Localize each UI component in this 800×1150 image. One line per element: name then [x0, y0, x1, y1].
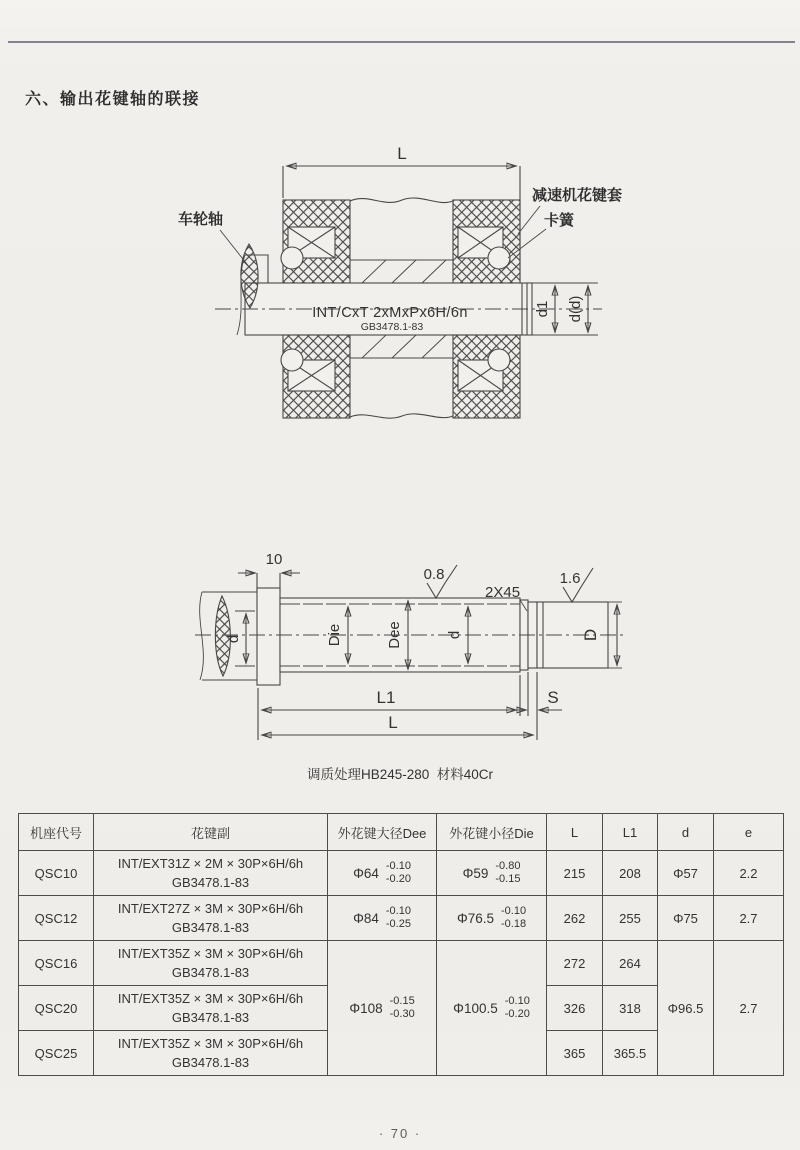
cell-dee — [328, 896, 437, 941]
dim-shaft-diameters — [532, 283, 598, 335]
die-dia: Φ100.5 — [453, 1000, 498, 1016]
dee-dia: Φ84 — [353, 910, 379, 926]
spec-table — [18, 813, 784, 1076]
die-tol-upper: -0.80 — [495, 859, 521, 872]
cell-e: 2.2 — [714, 851, 784, 896]
dee-tol-lower: -0.25 — [385, 918, 411, 930]
header-spline-pair: 花键副 — [94, 814, 328, 851]
cell-code: QSC20 — [19, 986, 94, 1031]
dim-dd-label: d(d) — [567, 295, 584, 323]
table-row — [19, 941, 784, 986]
cell-L1: 318 — [603, 986, 658, 1031]
cell-dee — [328, 851, 437, 896]
table-row — [19, 896, 784, 941]
dim-d1-label: d1 — [534, 300, 551, 318]
die-tol-lower: -0.15 — [495, 873, 521, 885]
circlip-section-right — [488, 247, 510, 269]
spline-standard: GB3478.1-83 — [171, 875, 250, 890]
die-tol-lower: -0.20 — [504, 1008, 530, 1020]
dim-D-label: D — [581, 628, 600, 642]
die-tol-lower: -0.18 — [500, 918, 527, 930]
cell-e-merged: 2.7 — [714, 941, 784, 1076]
spline-designation: INT/EXT35Z × 3M × 30P×6H/6h — [117, 991, 304, 1006]
spline-standard: GB3478.1-83 — [171, 1010, 250, 1025]
dim-S — [506, 672, 562, 740]
dim-L-label: L — [397, 144, 407, 163]
spline-standard: GB3478.1-83 — [171, 920, 250, 935]
chamfer-label: 2X45 — [485, 584, 521, 601]
die-tol-upper: -0.10 — [500, 904, 527, 917]
dim-L — [262, 713, 533, 735]
dee-tol-upper: -0.10 — [385, 904, 411, 917]
wheel-axle-label: 车轮轴 — [178, 211, 224, 228]
cell-L: 365 — [547, 1031, 603, 1076]
dee-tol-lower: -0.20 — [385, 873, 411, 885]
spline-shaft-drawing — [180, 540, 630, 792]
cell-L1: 365.5 — [603, 1031, 658, 1076]
dim-S-label: S — [547, 688, 559, 707]
finish-0.8-label: 0.8 — [423, 566, 445, 583]
shaft-section — [215, 244, 602, 335]
cell-spline — [94, 1031, 328, 1076]
table-header-row — [19, 814, 784, 851]
cell-code: QSC25 — [19, 1031, 94, 1076]
sleeve-upper-half — [281, 198, 520, 283]
dee-tol-lower: -0.30 — [389, 1008, 415, 1020]
cell-L1: 208 — [603, 851, 658, 896]
cell-d: Φ75 — [658, 896, 714, 941]
shaft-marking-text: INT/CxT 2xMxPx6H/6n — [312, 305, 468, 321]
dee-tol-upper: -0.15 — [389, 994, 415, 1007]
cell-spline — [94, 986, 328, 1031]
spline-sleeve-label: 减速机花键套 — [532, 187, 623, 204]
cell-d: Φ57 — [658, 851, 714, 896]
header-d: d — [658, 814, 714, 851]
figure2-caption: 调质处理HB245-280 材料40Cr — [306, 767, 494, 782]
dim-collar-width — [238, 551, 300, 592]
circlip-label: 卡簧 — [544, 212, 575, 229]
dee-tol-upper: -0.10 — [385, 859, 411, 872]
cell-code: QSC10 — [19, 851, 94, 896]
header-L1: L1 — [603, 814, 658, 851]
header-dee: 外花键大径Dee — [328, 814, 437, 851]
standard-text: GB3478.1-83 — [360, 321, 424, 333]
table-row — [19, 851, 784, 896]
dim-L1-label: L1 — [376, 688, 396, 707]
assembly-drawing — [140, 138, 660, 440]
cell-spline — [94, 896, 328, 941]
cell-die — [437, 851, 547, 896]
header-die: 外花键小径Die — [437, 814, 547, 851]
cell-code: QSC12 — [19, 896, 94, 941]
die-dia: Φ59 — [462, 865, 489, 881]
die-dia: Φ76.5 — [456, 910, 494, 926]
dee-dia: Φ108 — [349, 1000, 383, 1016]
spline-designation: INT/EXT27Z × 3M × 30P×6H/6h — [117, 901, 304, 916]
cell-die-merged — [437, 941, 547, 1076]
cell-spline — [94, 851, 328, 896]
surface-finish-coarse — [560, 568, 593, 602]
page-number: · 70 · — [378, 1126, 422, 1141]
header-frame-code: 机座代号 — [19, 814, 94, 851]
page-top-rule — [8, 41, 795, 43]
section-heading: 六、输出花键轴的联接 — [25, 91, 201, 108]
dim-die-label: Die — [326, 623, 343, 647]
cell-L: 272 — [547, 941, 603, 986]
dim-d-right-label: d — [446, 630, 463, 640]
cell-e: 2.7 — [714, 896, 784, 941]
spline-standard: GB3478.1-83 — [171, 965, 250, 980]
header-L: L — [547, 814, 603, 851]
spline-designation: INT/EXT35Z × 3M × 30P×6H/6h — [117, 946, 304, 961]
dee-dia: Φ64 — [353, 865, 379, 881]
die-tol-upper: -0.10 — [504, 994, 530, 1007]
cell-L: 215 — [547, 851, 603, 896]
dim-dee-label: Dee — [386, 621, 403, 649]
header-e: e — [714, 814, 784, 851]
sleeve-lower-half — [281, 335, 520, 418]
circlip-section-left — [281, 247, 303, 269]
cell-d-merged: Φ96.5 — [658, 941, 714, 1076]
cell-L1: 264 — [603, 941, 658, 986]
dim-10-label: 10 — [265, 551, 283, 568]
cell-spline — [94, 941, 328, 986]
cell-L: 326 — [547, 986, 603, 1031]
cell-dee-merged — [328, 941, 437, 1076]
cell-code: QSC16 — [19, 941, 94, 986]
cell-L1: 255 — [603, 896, 658, 941]
spline-standard: GB3478.1-83 — [171, 1055, 250, 1070]
dim-d-left-label: d — [225, 634, 242, 644]
surface-finish-fine — [424, 565, 457, 598]
spline-designation: INT/EXT31Z × 2M × 30P×6H/6h — [117, 856, 304, 871]
cell-L: 262 — [547, 896, 603, 941]
dim-L-label: L — [388, 713, 398, 732]
spline-designation: INT/EXT35Z × 3M × 30P×6H/6h — [117, 1036, 304, 1051]
cell-die — [437, 896, 547, 941]
finish-1.6-label: 1.6 — [559, 570, 581, 587]
